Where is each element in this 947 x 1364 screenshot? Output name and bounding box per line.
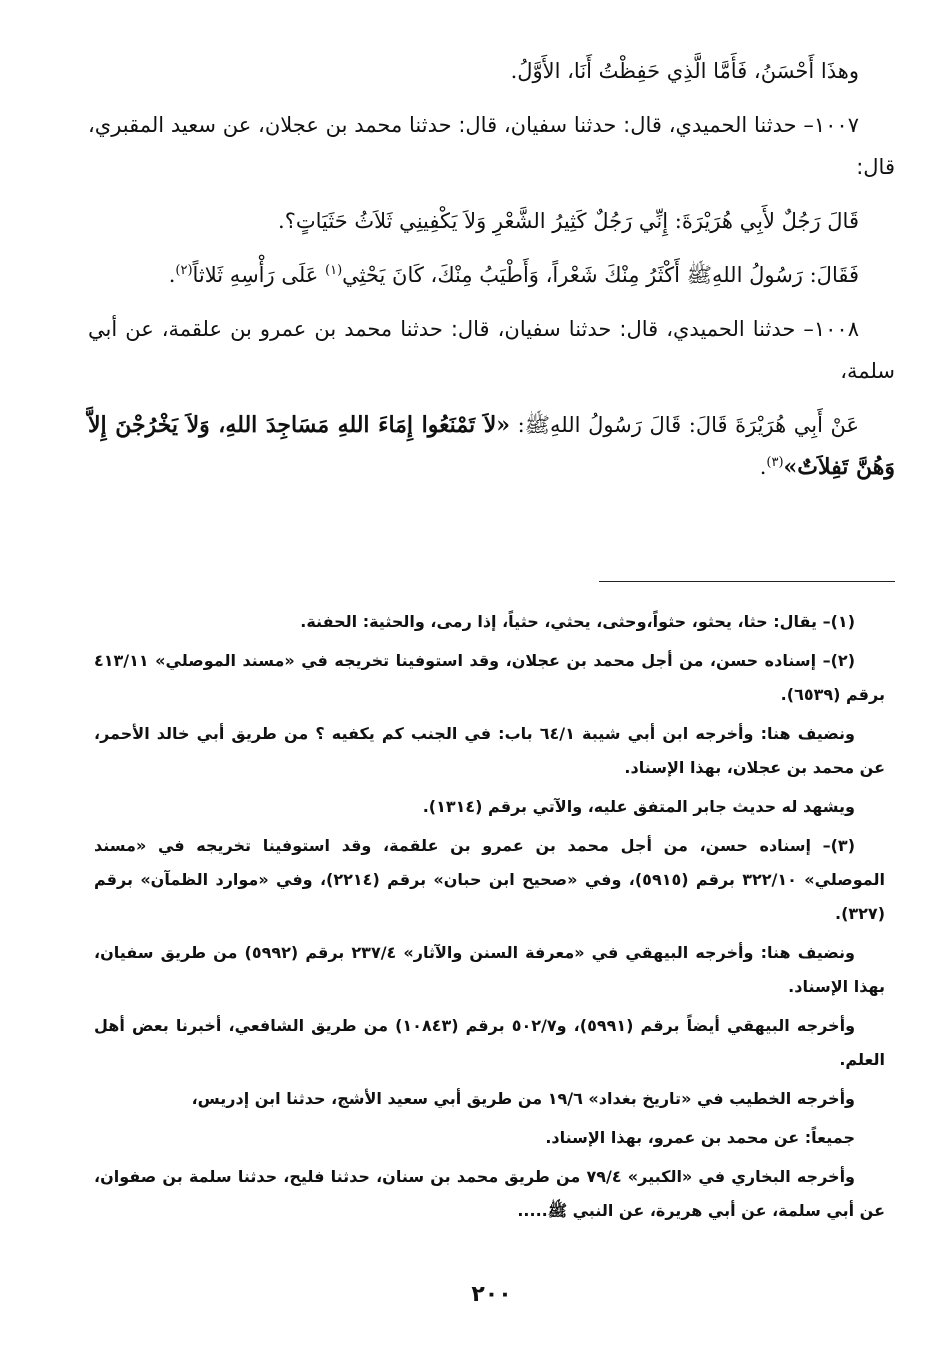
hadith-1007-isnad: ١٠٠٧– حدثنا الحميدي، قال: حدثنا سفيان، قال: حدثنا محمد بن عجلان، عن سعيد المقبري، قال: — [88, 113, 895, 179]
footnote-2-addition: ونضيف هنا: وأخرجه ابن أبي شيبة ٦٤/١ باب: في الجنب كم يكفيه ؟ من طريق أبي خالد الأحمر، عن محمد بن عجلان، بهذا الإسناد. — [94, 724, 885, 777]
footnote-3-addition: ونضيف هنا: وأخرجه البيهقي في «معرفة السنن والآثار» ٢٣٧/٤ برقم (٥٩٩٢) من طريق سفيان، بهذا الإسناد. — [94, 943, 885, 996]
intro-line: وهذَا أَحْسَنُ، فَأَمَّا الَّذِي حَفِظْتُ أَنَا، الأَوَّلُ. — [510, 59, 859, 83]
footnote-ref-1: (١) — [325, 263, 343, 278]
page-number: ٢٠٠ — [471, 1282, 512, 1307]
footnote-3-jamian: جميعاً: عن محمد بن عمرو، بهذا الإسناد. — [545, 1128, 855, 1147]
hadith-1007-matn-line1: قَالَ رَجُلٌ لأَبِي هُرَيْرَةَ: إِنِّي رَجُلٌ كَثِيرُ الشَّعْرِ وَلاَ يَكْفِينِي ثَلاَثُ حَثَيَاتٍ؟. — [278, 209, 859, 233]
footnote-2: (٢)– إسناده حسن، من أجل محمد بن عجلان، وقد استوفينا تخريجه في «مسند الموصلي» ٤١٣/١١ برقم (٦٥٣٩). — [94, 651, 885, 704]
footnotes — [94, 605, 885, 1233]
hadith-1008-matn-intro: عَنْ أَبِي هُرَيْرَةَ قَالَ: قَالَ رَسُولُ اللهِﷺ: — [517, 413, 860, 437]
hadith-1008-matn — [88, 404, 895, 488]
book-page — [88, 0, 895, 1364]
hadith-1007-matn-text: فَقَالَ: رَسُولُ اللهِﷺ أَكْثَرُ مِنْكَ شَعْراً، وَأَطْيَبُ مِنْكَ، كَانَ يَحْثِي — [342, 263, 859, 287]
hadith-1008-full-stop: . — [759, 455, 767, 479]
footnote-3-bukhari: وأخرجه البخاري في «الكبير» ٧٩/٤ من طريق محمد بن سنان، حدثنا فليح، حدثنا سلمة بن صفوان، عن أبي سلمة، عن أبي هريرة، عن النبي ﷺ..... — [94, 1167, 885, 1220]
footnote-2-witness: ويشهد له حديث جابر المتفق عليه، والآتي برقم (١٣١٤). — [422, 797, 855, 816]
hadith-1008-isnad: ١٠٠٨– حدثنا الحميدي، قال: حدثنا سفيان، قال: حدثنا محمد بن عمرو بن علقمة، عن أبي سلمة، — [88, 317, 895, 383]
footnote-1: (١)– يقال: حثا، يحثو، حثواً،وحثى، يحثي، حثياً، إذا رمى، والحثية: الحفنة. — [300, 612, 855, 631]
main-text — [88, 50, 895, 500]
hadith-1008-prophetic-quote: «لاَ تَمْنَعُوا إِمَاءَ اللهِ مَسَاجِدَ اللهِ، وَلاَ يَخْرُجْنَ إِلاَّ وَهُنَّ تَفِلاَتٌ» — [88, 412, 895, 480]
hadith-1007-full-stop: . — [168, 263, 176, 287]
footnote-ref-2: (٢) — [175, 263, 193, 278]
footnote-ref-3: (٣) — [766, 455, 784, 470]
footnote-divider — [599, 581, 895, 582]
footnote-3: (٣)– إسناده حسن، من أجل محمد بن عمرو بن علقمة، وقد استوفينا تخريجه في «مسند الموصلي» ٣٢٢/١٠ برقم (٥٩١٥)، وفي «صحيح ابن حبان» برقم (٢٢١٤)، وفي «موارد الظمآن» برقم (٣٢٧). — [94, 836, 886, 923]
footnote-3-khatib: وأخرجه الخطيب في «تاريخ بغداد» ١٩/٦ من طريق أبي سعيد الأشج، حدثنا ابن إدريس، — [191, 1089, 855, 1108]
footnote-3-bayhaqi: وأخرجه البيهقي أيضاً برقم (٥٩٩١)، و٥٠٢/٧ برقم (١٠٨٤٣) من طريق الشافعي، أخبرنا بعض أهل العلم. — [94, 1016, 885, 1069]
hadith-1007-matn-line2 — [88, 254, 895, 296]
hadith-1007-matn-text-end: عَلَى رَأْسِهِ ثَلاثاً — [192, 263, 319, 287]
